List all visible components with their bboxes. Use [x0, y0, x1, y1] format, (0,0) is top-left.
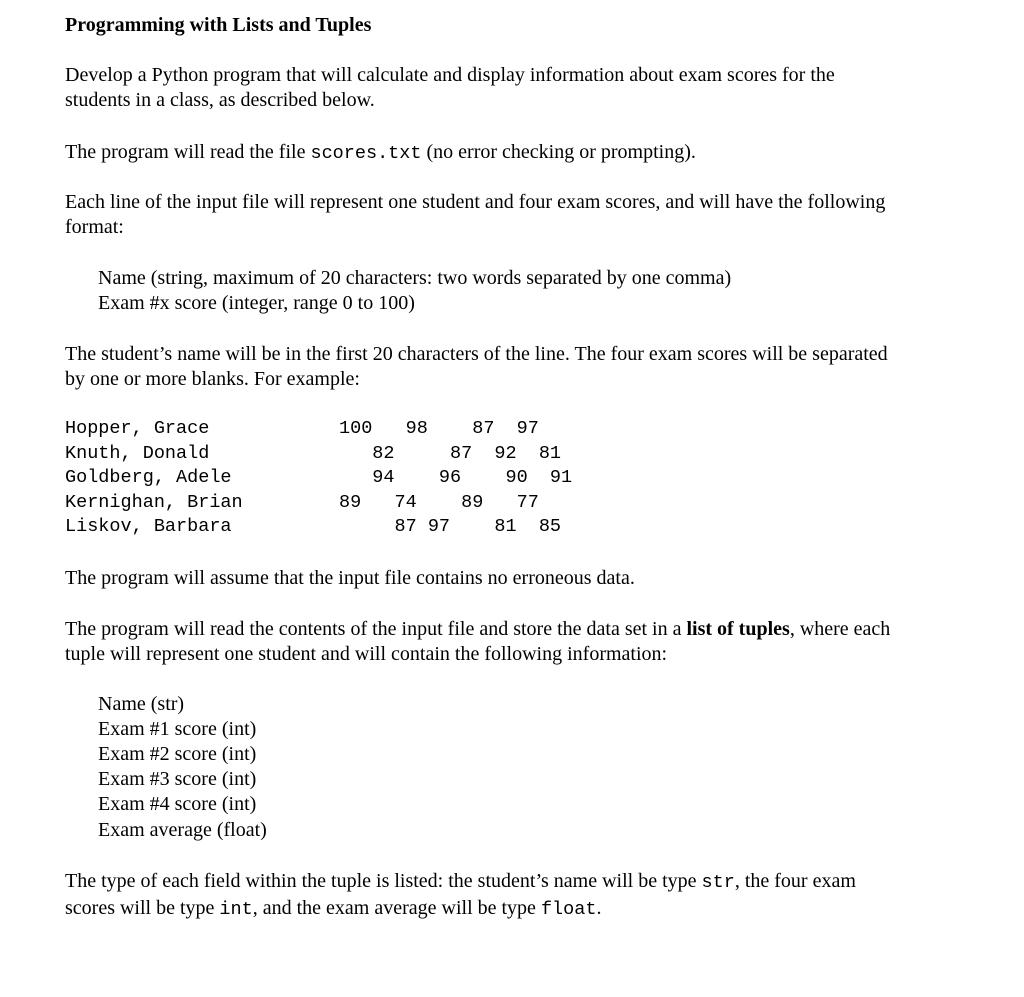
no-errors-paragraph: The program will assume that the input file contains no erroneous data. — [65, 567, 635, 589]
example-scores-row: 82 87 92 81 — [339, 442, 562, 464]
format-intro-line-2: format: — [65, 216, 124, 238]
format-intro-line-1: Each line of the input file will represent one student and four exam scores, and will have the following — [65, 191, 886, 213]
type-str-code: str — [701, 872, 735, 893]
format-field-score: Exam #x score (integer, range 0 to 100) — [98, 292, 415, 314]
types-rule-line-1 — [65, 869, 856, 895]
example-name-row: Kernighan, Brian — [65, 491, 243, 513]
example-scores-row: 94 96 90 91 — [339, 467, 573, 489]
example-scores-row: 89 74 89 77 — [339, 491, 539, 513]
name-rule-line-2: by one or more blanks. For example: — [65, 368, 360, 390]
store-rule-line-1 — [65, 617, 890, 642]
tuple-field: Name (str) — [98, 693, 185, 715]
filename-code: scores.txt — [310, 143, 422, 164]
example-name-row: Liskov, Barbara — [65, 516, 232, 538]
name-rule-line-1: The student’s name will be in the first 20 characters of the line. The four exam scores will be separated — [65, 343, 888, 365]
example-name-row: Knuth, Donald — [65, 442, 210, 464]
tuple-field: Exam #1 score (int) — [98, 718, 257, 740]
example-scores-row: 87 97 81 85 — [339, 516, 562, 538]
types-rule-after: , the four exam — [734, 870, 856, 892]
read-file-before: The program will read the file — [65, 141, 311, 163]
tuple-field: Exam average (float) — [98, 819, 267, 841]
example-scores-row: 100 98 87 97 — [339, 418, 539, 439]
document-title: Programming with Lists and Tuples — [65, 14, 372, 36]
tuple-field: Exam #2 score (int) — [98, 743, 257, 765]
store-rule-before: The program will read the contents of the input file and store the data set in a — [65, 618, 687, 640]
store-rule-after: , where each — [789, 618, 891, 640]
intro-line-1: Develop a Python program that will calculate and display information about exam scores for the — [65, 64, 835, 86]
tuple-field: Exam #3 score (int) — [98, 768, 257, 790]
read-file-after: (no error checking or prompting). — [421, 141, 696, 163]
types-rule-a: scores will be type — [65, 897, 220, 919]
types-rule-before: The type of each field within the tuple is listed: the student’s name will be type — [65, 870, 702, 892]
format-field-name: Name (string, maximum of 20 characters: two words separated by one comma) — [98, 267, 732, 289]
read-file-paragraph — [65, 140, 696, 166]
example-name-row: Hopper, Grace — [65, 418, 210, 439]
type-int-code: int — [219, 899, 253, 920]
types-rule-c: . — [596, 897, 602, 919]
store-rule-bold: list of tuples — [686, 618, 790, 640]
tuple-field: Exam #4 score (int) — [98, 793, 257, 815]
types-rule-b: , and the exam average will be type — [252, 897, 541, 919]
store-rule-line-2: tuple will represent one student and will contain the following information: — [65, 643, 668, 665]
intro-line-2: students in a class, as described below. — [65, 89, 375, 111]
types-rule-line-2 — [65, 896, 601, 922]
example-name-row: Goldberg, Adele — [65, 467, 232, 489]
type-float-code: float — [540, 899, 597, 920]
